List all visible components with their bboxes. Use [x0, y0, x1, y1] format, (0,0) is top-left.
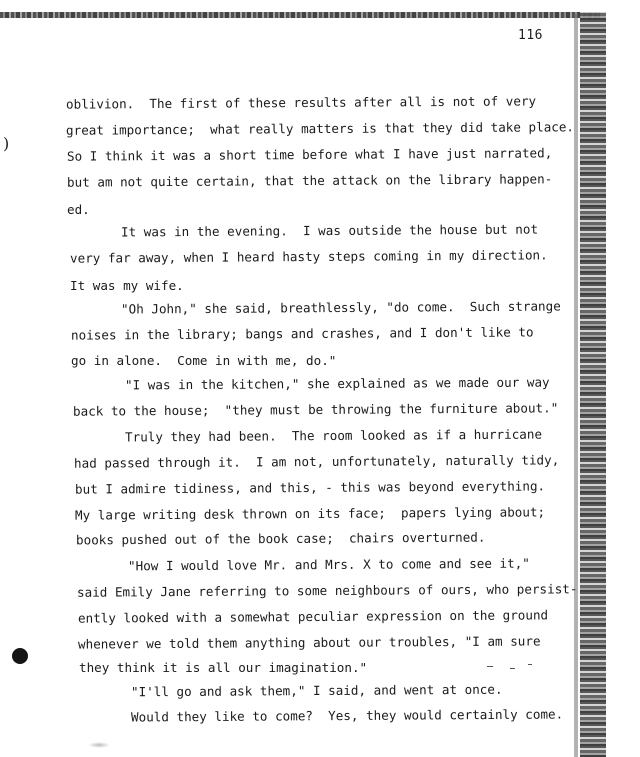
text-line-17: My large writing desk thrown on its face; papers lying about;	[74, 504, 546, 523]
text-line-20: said Emily Jane referring to some neighbours of ours, who persist-	[76, 581, 578, 600]
scan-right-shadow	[574, 14, 578, 757]
smudge	[88, 742, 110, 748]
text-line-1: oblivion. The first of these results after all is not of very	[65, 93, 537, 112]
text-line-21: ently looked with a somewhat peculiar expression on the ground	[77, 607, 549, 626]
text-line-4: but am not quite certain, that the attack on the library happen-	[66, 171, 553, 190]
text-line-13: back to the house; "they must be throwing the furniture about."	[72, 400, 559, 419]
text-line-14: Truly they had been. The room looked as if a hurricane	[124, 426, 543, 445]
text-line-2: great importance; what really matters is that they did take place.	[65, 119, 575, 138]
stray-mark	[510, 668, 515, 669]
text-line-16: but I admire tidiness, and this, - this was beyond everything.	[74, 478, 546, 497]
text-line-15: had passed through it. I am not, unfortunately, naturally tidy,	[73, 452, 560, 471]
text-line-5: ed.	[67, 202, 90, 217]
text-line-19: "How I would love Mr. and Mrs. X to come and see it,"	[127, 555, 530, 574]
text-line-22: whenever we told them anything about our troubles, "I am sure	[77, 633, 541, 652]
text-line-24: "I'll go and ask them," I said, and went at once.	[130, 681, 503, 700]
text-line-9: "Oh John," she said, breathlessly, "do come. Such strange	[120, 298, 561, 317]
text-line-18: books pushed out of the book case; chairs overturned.	[75, 529, 486, 548]
margin-mark: )	[3, 134, 10, 153]
text-line-7: very far away, when I heard hasty steps coming in my direction.	[69, 247, 548, 266]
text-line-11: go in alone. Come in with me, do."	[71, 353, 337, 368]
text-line-23: they think it is all our imagination."	[79, 660, 368, 675]
text-line-10: noises in the library; bangs and crashes, and I don't like to	[70, 324, 534, 343]
punch-hole	[12, 648, 28, 664]
text-line-8: It was my wife.	[70, 278, 184, 293]
stray-mark	[487, 666, 493, 667]
text-line-25: Would they like to come? Yes, they would certainly come.	[130, 706, 564, 725]
text-line-12: "I was in the kitchen," she explained as we made our way	[124, 374, 550, 393]
text-line-3: So I think it was a short time before what I have just narrated,	[66, 145, 553, 164]
scan-top-edge	[0, 12, 600, 18]
scan-right-edge	[580, 12, 606, 757]
text-line-6: It was in the evening. I was outside the house but not	[120, 221, 539, 240]
stray-mark	[528, 664, 532, 665]
page-number: 116	[518, 28, 543, 43]
